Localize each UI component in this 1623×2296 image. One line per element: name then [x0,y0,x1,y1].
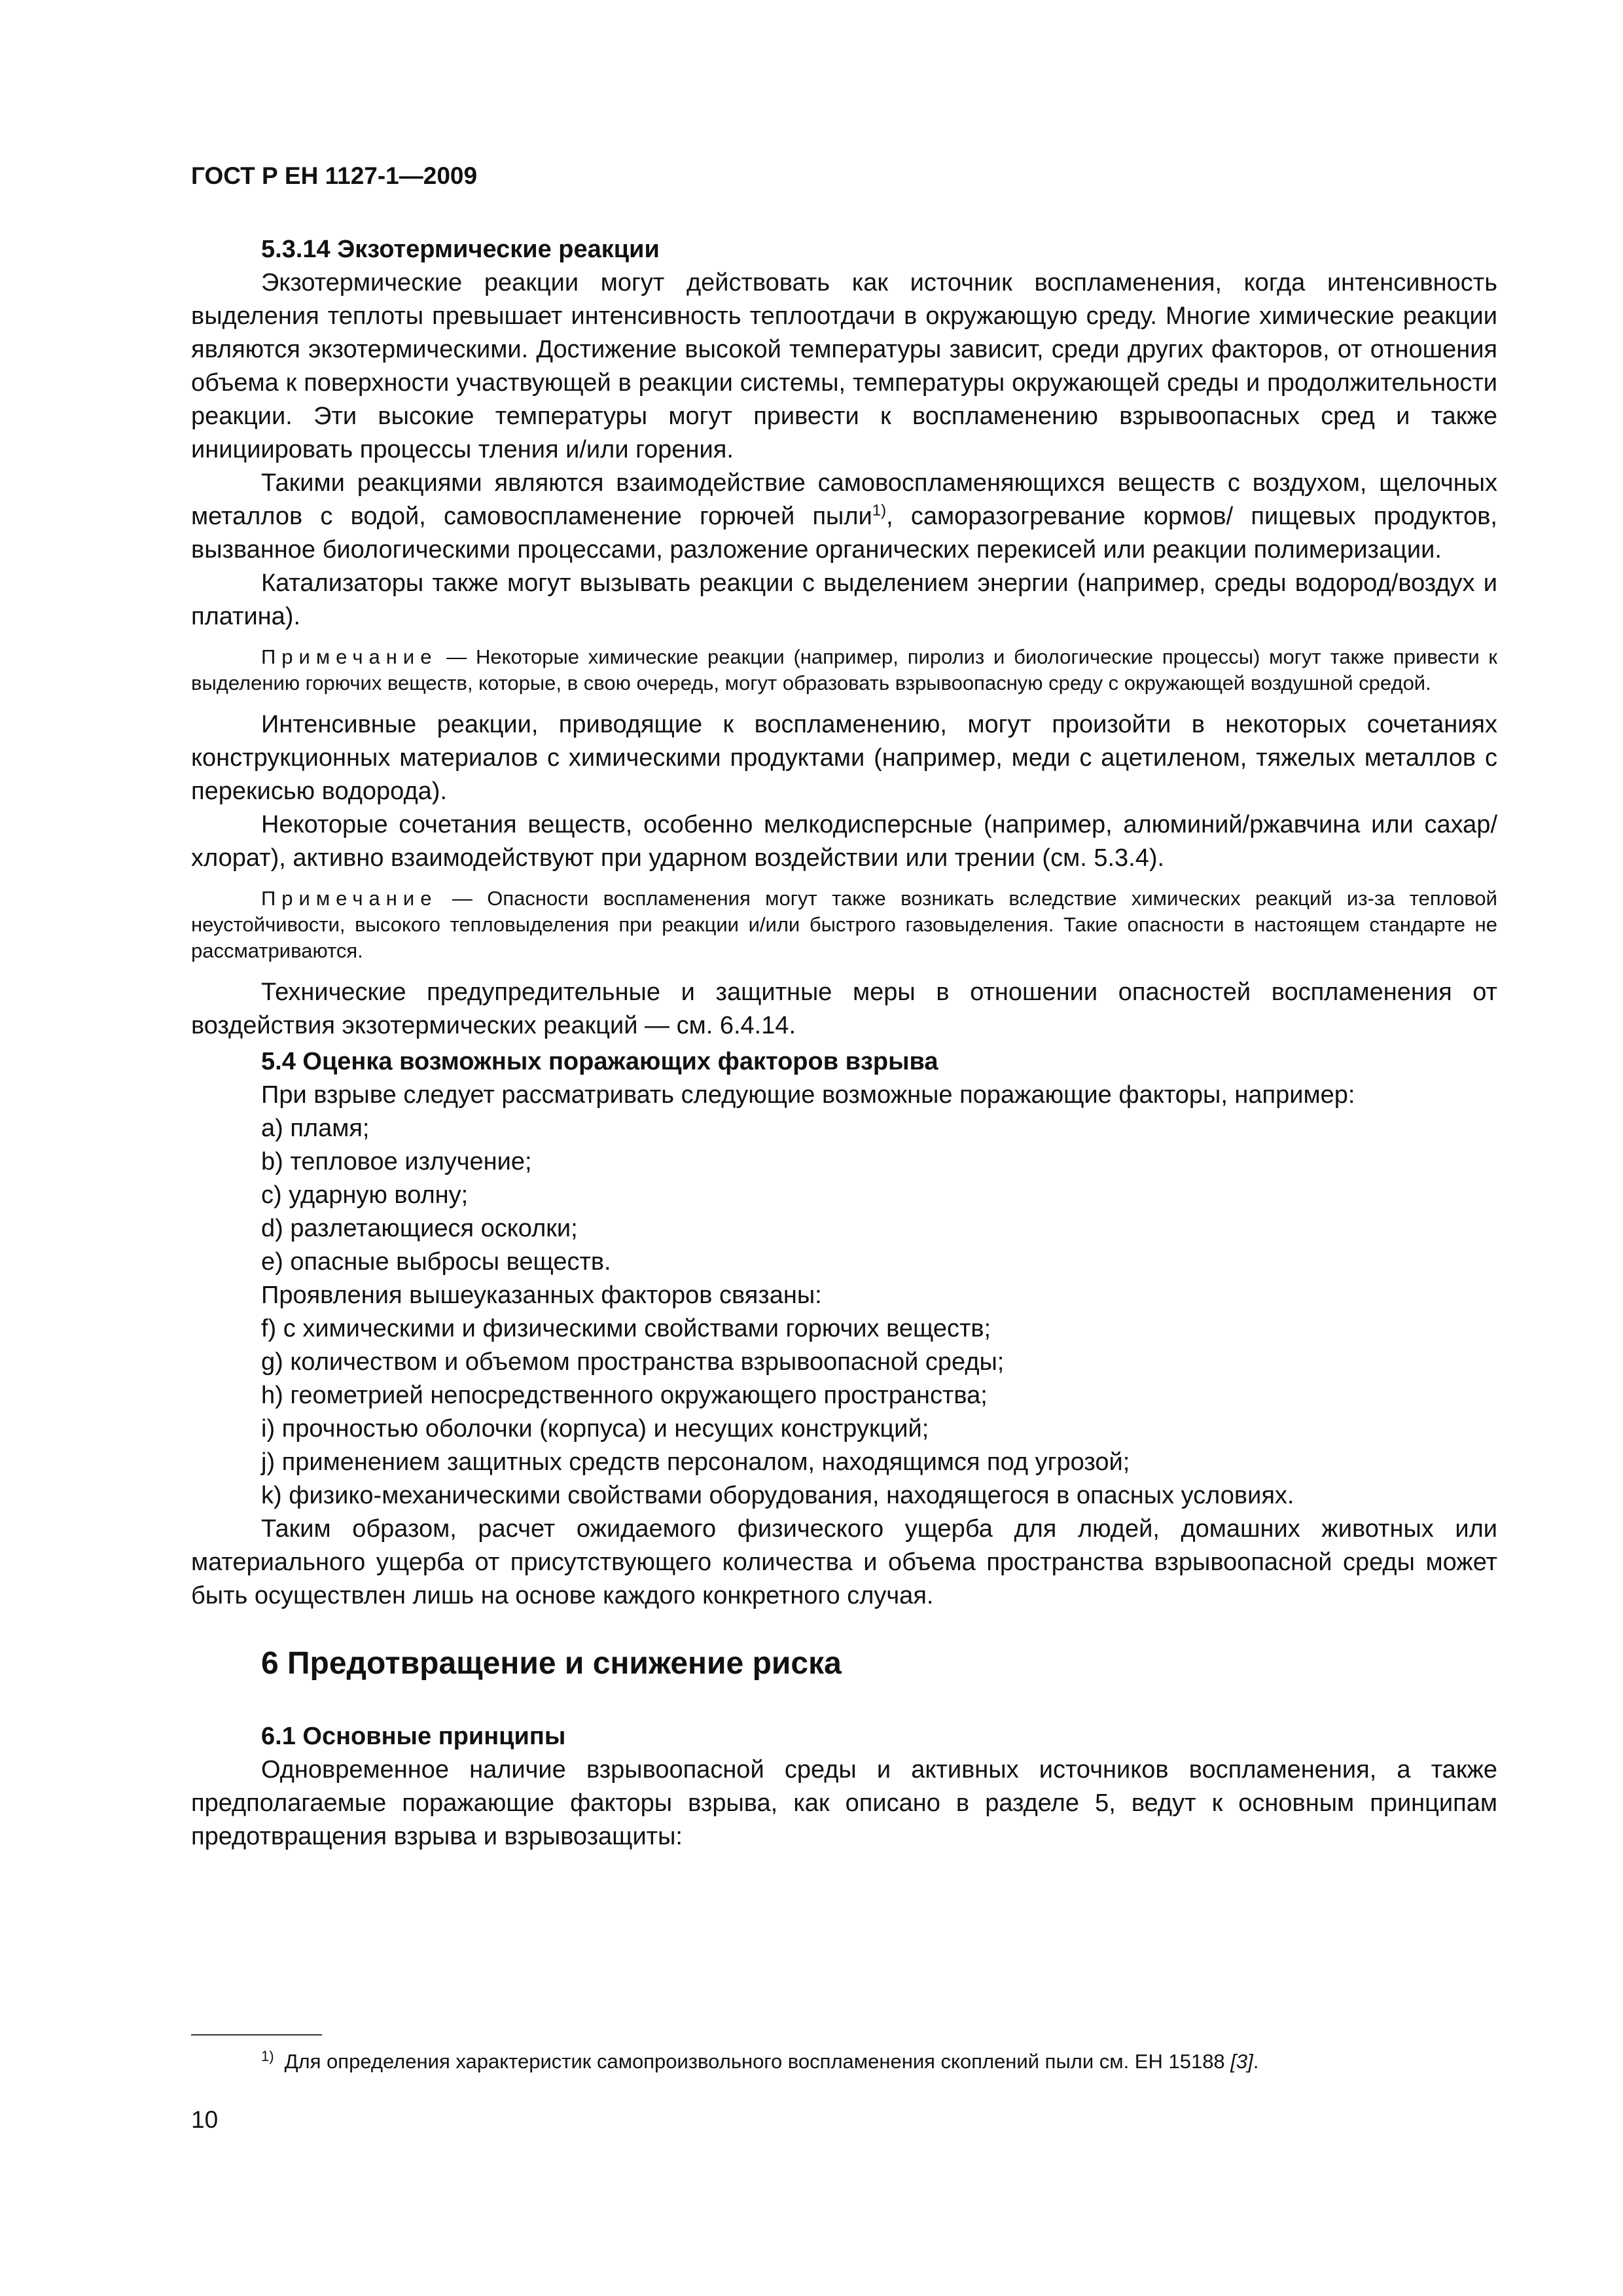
note-label: Примечание [261,887,438,910]
document-page [191,0,1497,2296]
list-item: c) ударную волну; [261,1181,469,1209]
list-item: j) применением защитных средств персоналом, находящимся под угрозой; [261,1448,1130,1476]
footnote-text: Для определения характеристик самопроизвольного воспламенения скоплений пыли см. ЕН 15188 [284,2050,1231,2073]
footnote [261,2049,1497,2075]
note-label: Примечание [261,645,438,668]
note-text: — Некоторые химические реакции (например, пиролиз и биологические процессы) могут также привести к выделению горючих веществ, которые, в свою очередь, могут образовать взрывоопасную среду с окружающей воздушной средой. [191,645,1497,694]
list-item: i) прочностью оболочки (корпуса) и несущих конструкций; [261,1415,929,1443]
paragraph-text: Такими реакциями являются взаимодействие самовоспламеняющихся веществ с воздухом, щелочных металлов с водой, самовоспламенение горючей пыли [191,469,1497,530]
list-item: f) с химическими и физическими свойствами горючих веществ; [261,1315,991,1342]
list-item: b) тепловое излучение; [261,1148,532,1175]
list-item: d) разлетающиеся осколки; [261,1215,578,1242]
document-code-header: ГОСТ Р ЕН 1127-1—2009 [191,162,478,189]
note [191,644,1497,696]
footnote-bibliography-ref: [3] [1230,2050,1253,2073]
page-number: 10 [191,2106,219,2133]
footnote-mark: 1) [261,2047,274,2064]
paragraph: Экзотермические реакции могут действовать как источник воспламенения, когда интенсивность выделения теплоты превышает интенсивность теплоотдачи в окружающую среду. Многие химические реакции являются экзотермическими. Достижение высокой температуры зависит, среди других факторов, от отношения объема к поверхности участвующей в реакции системы, температуры окружающей среды и продолжительности реакции. Эти высокие температуры могут привести к воспламенению взрывоопасных сред и также инициировать процессы тления и/или горения. [191,269,1497,463]
section-5-4-heading: 5.4 Оценка возможных поражающих факторов взрыва [261,1048,938,1075]
note [191,886,1497,964]
note-text: — Опасности воспламенения могут также возникать вследствие химических реакций из-за тепловой неустойчивости, высокого тепловыделения при реакции и/или быстрого газовыделения. Такие опасности в настоящем стандарте не рассматриваются. [191,887,1497,962]
list-item: a) пламя; [261,1115,370,1142]
paragraph [191,467,1497,567]
paragraph: Катализаторы также могут вызывать реакции с выделением энергии (например, среды водород/воздух и платина). [191,569,1497,630]
footnote-separator [191,2034,322,2036]
page-content [191,230,1497,1854]
list-item: k) физико-механическими свойствами оборудования, находящегося в опасных условиях. [261,1482,1294,1509]
paragraph: Некоторые сочетания веществ, особенно мелкодисперсные (например, алюминий/ржавчина или сахар/хлорат), активно взаимодействуют при ударном воздействии или трении (см. 5.3.4). [191,811,1497,872]
paragraph: Технические предупредительные и защитные меры в отношении опасностей воспламенения от воздействия экзотермических реакций — см. 6.4.14. [191,978,1497,1039]
section-5-3-14-heading: 5.3.14 Экзотермические реакции [261,236,660,263]
section-6-1-heading: 6.1 Основные принципы [261,1723,566,1750]
footnote-reference: 1) [872,501,887,520]
paragraph-text: , саморазогревание кормов/ пищевых продуктов, вызванное биологическими процессами, разложение органических перекисей или реакции полимеризации. [191,503,1497,564]
paragraph: Одновременное наличие взрывоопасной среды и активных источников воспламенения, а также предполагаемые поражающие факторы взрыва, как описано в разделе 5, ведут к основным принципам предотвращения взрыва и взрывозащиты: [191,1756,1497,1850]
paragraph: При взрыве следует рассматривать следующие возможные поражающие факторы, например: [261,1081,1355,1109]
paragraph: Интенсивные реакции, приводящие к воспламенению, могут произойти в некоторых сочетаниях конструкционных материалов с химическими продуктами (например, меди с ацетиленом, тяжелых металлов с перекисью водорода). [191,711,1497,805]
hazard-factor-list [191,1112,1497,1279]
list-item: e) опасные выбросы веществ. [261,1248,611,1276]
paragraph: Проявления вышеуказанных факторов связаны: [261,1282,822,1309]
influence-factor-list [191,1312,1497,1513]
list-item: h) геометрией непосредственного окружающего пространства; [261,1382,988,1409]
section-6-heading: 6 Предотвращение и снижение риска [261,1646,842,1681]
footnote-end: . [1253,2050,1259,2073]
list-item: g) количеством и объемом пространства взрывоопасной среды; [261,1348,1005,1376]
paragraph: Таким образом, расчет ожидаемого физического ущерба для людей, домашних животных или материального ущерба от присутствующего количества и объема пространства взрывоопасной среды может быть осуществлен лишь на основе каждого конкретного случая. [191,1515,1497,1609]
